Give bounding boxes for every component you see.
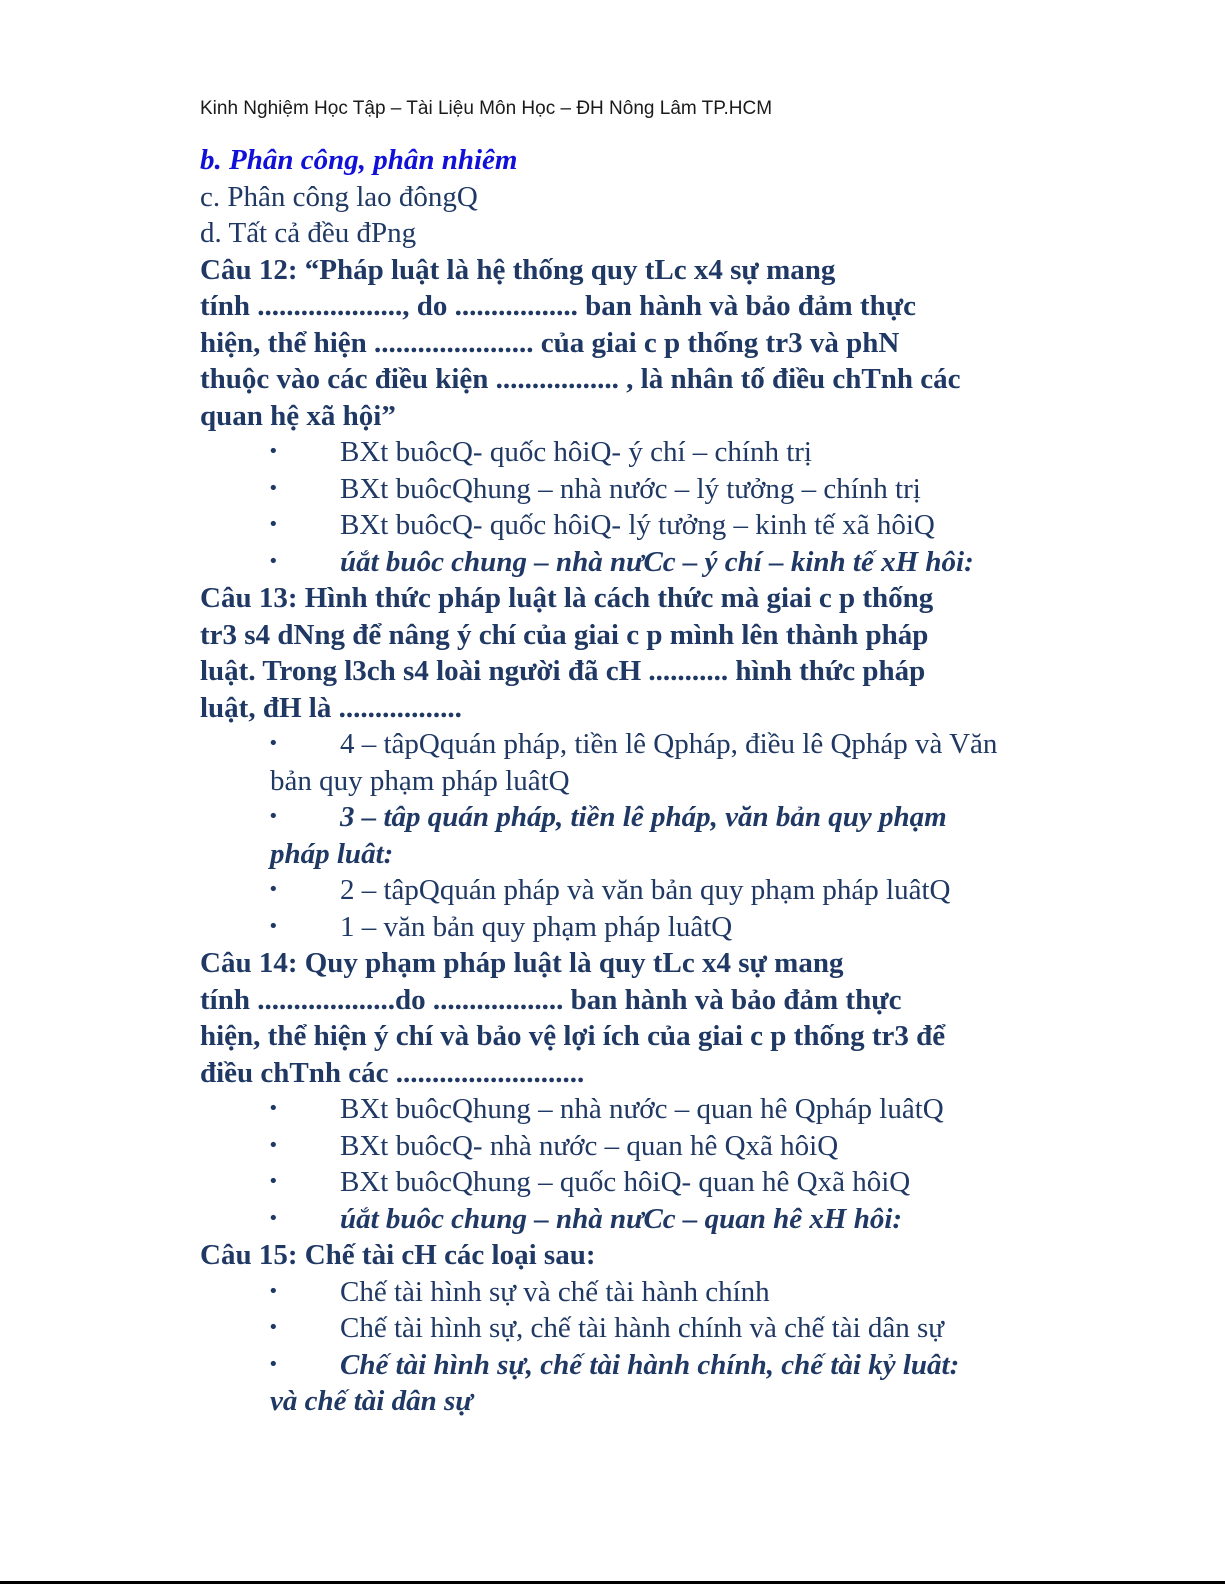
question-13-line: tr3 s4 dNng để nâng ý chí của giai c p mình lên thành pháp — [200, 618, 929, 651]
question-12-line: hiện, thể hiện ...................... của giai c p thống tr3 và phN — [200, 326, 900, 359]
q12-option: • BXt buôcQhung – nhà nước – lý tưởng – chính trị — [268, 472, 921, 505]
option-b-highlighted: b. Phân công, phân nhiêm — [200, 144, 518, 176]
q12-option: • BXt buôcQ- quốc hôiQ- lý tưởng – kinh tế xã hôiQ — [268, 509, 935, 541]
q12-option-correct: • úắt buôc chung – nhà nưCc – ý chí – kinh tế xH hôi: — [268, 545, 974, 578]
q15-option-correct: • Chế tài hình sự, chế tài hành chính, chế tài kỷ luât: — [268, 1348, 960, 1381]
question-14-line: tính ...................do .................. ban hành và bảo đảm thực — [200, 983, 902, 1016]
question-13-line: luật. Trong l3ch s4 loài người đã cH ........... hình thức pháp — [200, 655, 926, 687]
question-13-line: Câu 13: Hình thức pháp luật là cách thức mà giai c p thống — [200, 582, 934, 614]
q13-option-correct: • 3 – tâp quán pháp, tiền lê pháp, văn bản quy phạm — [268, 801, 947, 833]
question-12-line: quan hệ xã hội” — [200, 399, 396, 432]
q15-option: • Chế tài hình sự, chế tài hành chính và chế tài dân sự — [268, 1312, 945, 1344]
q12-option: • BXt buôcQ- quốc hôiQ- ý chí – chính trị — [268, 436, 812, 468]
q14-option: • BXt buôcQhung – nhà nước – quan hê Qpháp luâtQ — [268, 1093, 944, 1125]
q13-option-correct-continuation: pháp luât: — [270, 837, 394, 870]
page-bottom-rule — [0, 1581, 1225, 1584]
q14-option: • BXt buôcQ- nhà nước – quan hê Qxã hôiQ — [268, 1129, 839, 1162]
q13-option: • 1 – văn bản quy phạm pháp luâtQ — [268, 910, 733, 943]
option-c: c. Phân công lao đôngQ — [200, 180, 478, 213]
q15-option: • Chế tài hình sự và chế tài hành chính — [268, 1275, 770, 1308]
page-header: Kinh Nghiệm Học Tập – Tài Liệu Môn Học – ĐH Nông Lâm TP.HCM — [200, 98, 773, 119]
option-d: d. Tất cả đều đPng — [200, 217, 417, 249]
question-13-line: luật, đH là ................. — [200, 691, 462, 724]
question-14-line: điều chTnh các .......................... — [200, 1056, 585, 1089]
q14-option: • BXt buôcQhung – quốc hôiQ- quan hê Qxã hôiQ — [268, 1166, 911, 1198]
question-12-line: Câu 12: “Pháp luật là hệ thống quy tLc x4 sự mang — [200, 253, 836, 286]
question-12-line: tính ...................., do ................. ban hành và bảo đảm thực — [200, 290, 916, 322]
q15-option-correct-continuation: và chế tài dân sự — [270, 1385, 473, 1417]
document-body — [200, 142, 1080, 1420]
question-15-title: Câu 15: Chế tài cH các loại sau: — [200, 1239, 596, 1271]
question-14-line: hiện, thể hiện ý chí và bảo vệ lợi ích của giai c p thống tr3 để — [200, 1020, 946, 1052]
q13-option: • 2 – tâpQquán pháp và văn bản quy phạm pháp luâtQ — [268, 874, 951, 906]
question-12-line: thuộc vào các điều kiện ................. , là nhân tố điều chTnh các — [200, 363, 961, 395]
q14-option-correct: • úắt buôc chung – nhà nưCc – quan hê xH hôi: — [268, 1202, 903, 1235]
q13-option: • 4 – tâpQquán pháp, tiền lê Qpháp, điều lê Qpháp và Văn — [268, 728, 998, 760]
q13-option-continuation: bản quy phạm pháp luâtQ — [270, 764, 570, 797]
question-14-line: Câu 14: Quy phạm pháp luật là quy tLc x4 sự mang — [200, 947, 844, 979]
